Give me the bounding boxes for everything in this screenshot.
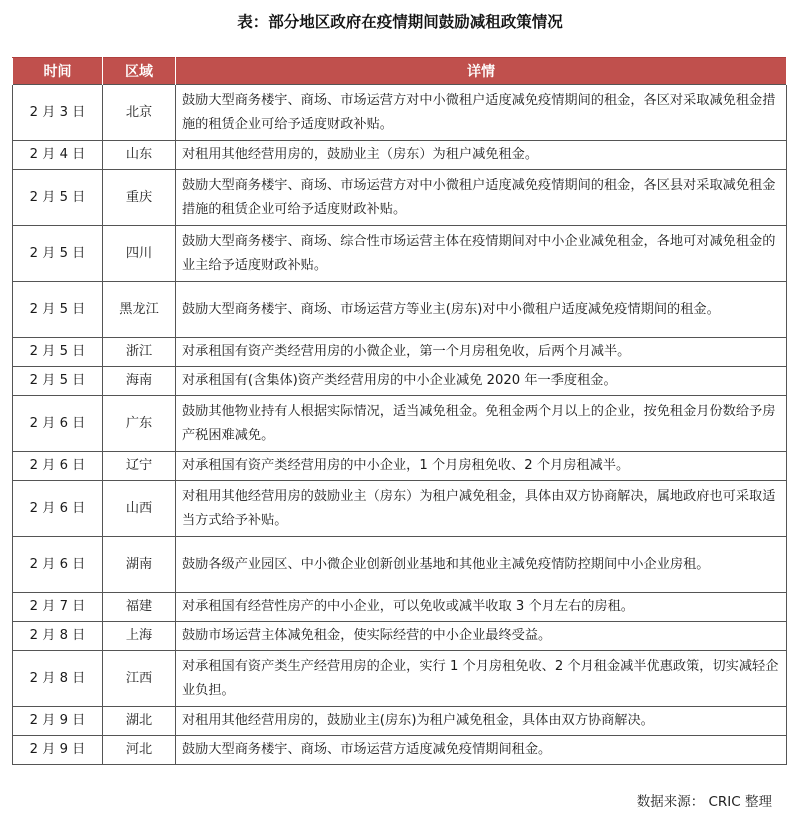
table-row (13, 85, 787, 141)
table-row (13, 593, 787, 622)
table-row (13, 651, 787, 707)
row-time: 2 月 8 日 (13, 651, 103, 707)
row-time: 2 月 5 日 (13, 367, 103, 396)
row-detail: 鼓励大型商务楼宇、商场、市场运营方对中小微租户适度减免疫情期间的租金，各区县对采取减免租金措施的租赁企业可给予适度财政补贴。 (176, 170, 787, 226)
row-region: 四川 (103, 226, 176, 282)
table-row (13, 367, 787, 396)
row-time: 2 月 6 日 (13, 481, 103, 537)
row-detail: 鼓励大型商务楼宇、商场、市场运营方对中小微租户适度减免疫情期间的租金，各区对采取减免租金措施的租赁企业可给予适度财政补贴。 (176, 85, 787, 141)
row-detail: 对承租国有经营性房产的中小企业，可以免收或减半收取 3 个月左右的房租。 (176, 593, 787, 622)
row-detail: 对承租国有资产类生产经营用房的企业，实行 1 个月房租免收、2 个月租金减半优惠政策，切实减轻企业负担。 (176, 651, 787, 707)
table-title: 表：部分地区政府在疫情期间鼓励减租政策情况 (237, 13, 563, 31)
row-detail: 对租用其他经营用房的鼓励业主（房东）为租户减免租金，具体由双方协商解决，属地政府也可采取适当方式给予补贴。 (176, 481, 787, 537)
row-detail: 对承租国有资产类经营用房的小微企业，第一个月房租免收，后两个月减半。 (176, 338, 787, 367)
row-time: 2 月 4 日 (13, 141, 103, 170)
row-detail: 鼓励大型商务楼宇、商场、市场运营方等业主(房东)对中小微租户适度减免疫情期间的租金。 (176, 282, 787, 338)
row-time: 2 月 8 日 (13, 622, 103, 651)
row-time: 2 月 3 日 (13, 85, 103, 141)
row-region: 湖南 (103, 537, 176, 593)
row-region: 福建 (103, 593, 176, 622)
row-region: 黑龙江 (103, 282, 176, 338)
row-time: 2 月 6 日 (13, 537, 103, 593)
row-region: 海南 (103, 367, 176, 396)
row-region: 北京 (103, 85, 176, 141)
data-source-note: 数据来源： CRIC 整理 (636, 794, 772, 810)
row-detail: 鼓励其他物业持有人根据实际情况，适当减免租金。免租金两个月以上的企业，按免租金月份数给予房产税困难减免。 (176, 396, 787, 452)
row-detail: 对承租国有(含集体)资产类经营用房的中小企业减免 2020 年一季度租金。 (176, 367, 787, 396)
row-region: 山东 (103, 141, 176, 170)
policy-table (12, 57, 787, 765)
row-region: 河北 (103, 736, 176, 765)
row-detail: 对租用其他经营用房的，鼓励业主(房东)为租户减免租金，具体由双方协商解决。 (176, 707, 787, 736)
row-region: 上海 (103, 622, 176, 651)
row-region: 重庆 (103, 170, 176, 226)
row-detail: 鼓励大型商务楼宇、商场、综合性市场运营主体在疫情期间对中小企业减免租金，各地可对减免租金的业主给予适度财政补贴。 (176, 226, 787, 282)
row-time: 2 月 5 日 (13, 338, 103, 367)
header-time: 时间 (13, 58, 103, 85)
table-header (13, 58, 787, 85)
row-time: 2 月 5 日 (13, 282, 103, 338)
table-row (13, 707, 787, 736)
row-region: 湖北 (103, 707, 176, 736)
row-region: 广东 (103, 396, 176, 452)
table-row (13, 622, 787, 651)
table-body (13, 85, 787, 765)
table-row (13, 481, 787, 537)
row-time: 2 月 9 日 (13, 707, 103, 736)
row-time: 2 月 5 日 (13, 170, 103, 226)
table-row (13, 452, 787, 481)
table-row (13, 226, 787, 282)
row-time: 2 月 6 日 (13, 452, 103, 481)
table-row (13, 736, 787, 765)
row-region: 浙江 (103, 338, 176, 367)
row-region: 辽宁 (103, 452, 176, 481)
row-region: 山西 (103, 481, 176, 537)
row-time: 2 月 5 日 (13, 226, 103, 282)
table-row (13, 537, 787, 593)
header-detail: 详情 (176, 58, 787, 85)
table-row (13, 338, 787, 367)
row-time: 2 月 7 日 (13, 593, 103, 622)
row-time: 2 月 6 日 (13, 396, 103, 452)
row-detail: 鼓励大型商务楼宇、商场、市场运营方适度减免疫情期间租金。 (176, 736, 787, 765)
row-time: 2 月 9 日 (13, 736, 103, 765)
header-region: 区域 (103, 58, 176, 85)
table-row (13, 396, 787, 452)
row-detail: 鼓励各级产业园区、中小微企业创新创业基地和其他业主减免疫情防控期间中小企业房租。 (176, 537, 787, 593)
row-region: 江西 (103, 651, 176, 707)
table-row (13, 170, 787, 226)
row-detail: 对承租国有资产类经营用房的中小企业，1 个月房租免收、2 个月房租减半。 (176, 452, 787, 481)
row-detail: 对租用其他经营用房的，鼓励业主（房东）为租户减免租金。 (176, 141, 787, 170)
row-detail: 鼓励市场运营主体减免租金，使实际经营的中小企业最终受益。 (176, 622, 787, 651)
table-row (13, 141, 787, 170)
table-row (13, 282, 787, 338)
